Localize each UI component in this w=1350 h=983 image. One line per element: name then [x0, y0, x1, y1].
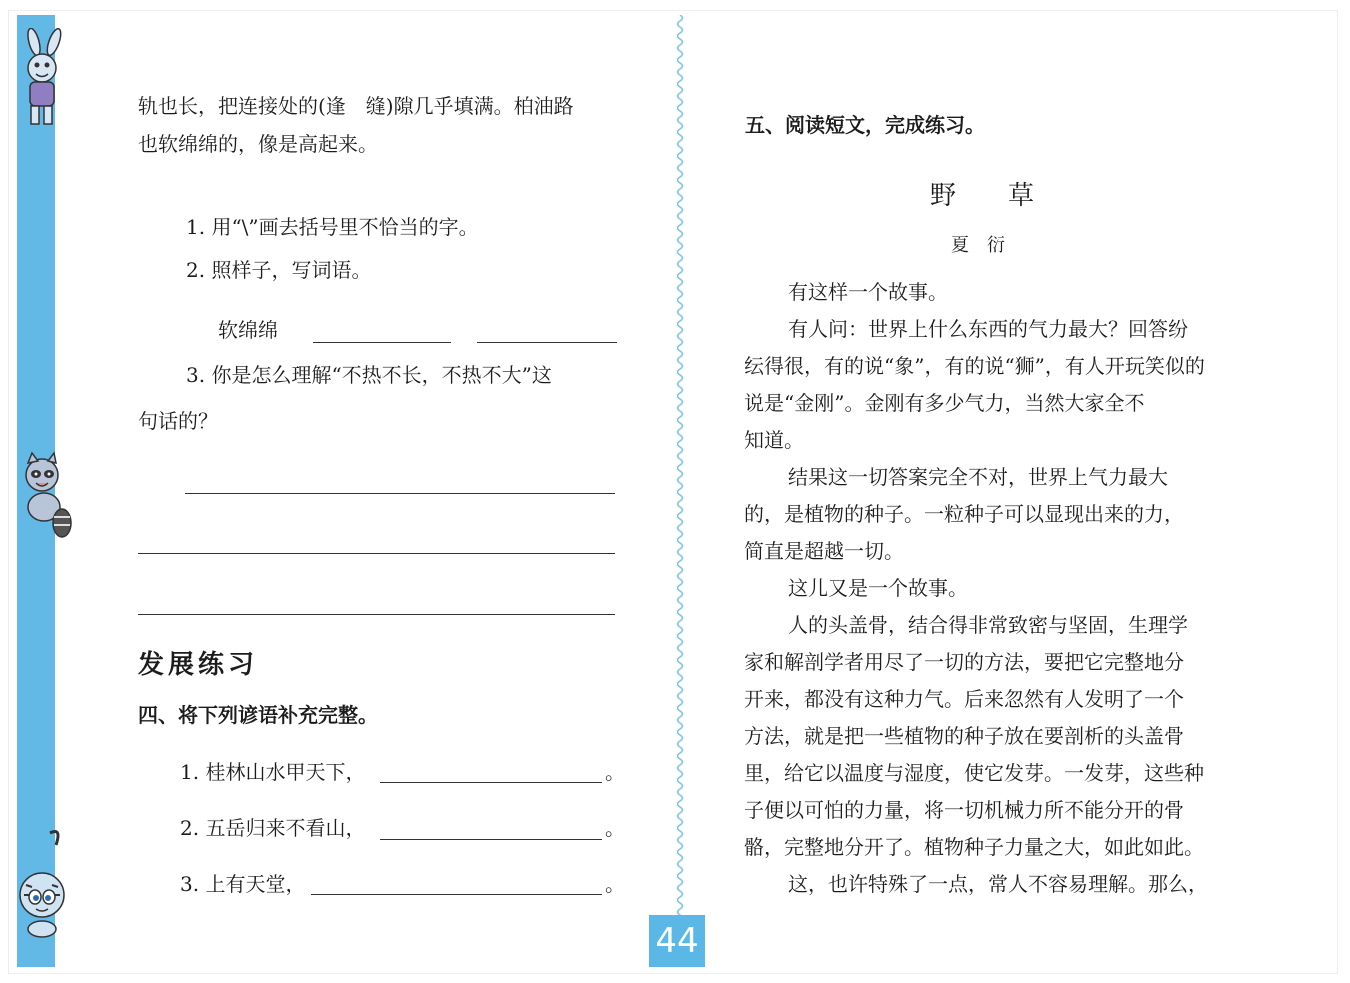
article-line: 有这样一个故事。: [788, 280, 948, 304]
proverb-3-end: 。: [605, 872, 625, 896]
article-line: 的，是植物的种子。一粒种子可以显现出来的力，: [744, 502, 1184, 526]
question-3-line-1: 3. 你是怎么理解“不热不长，不热不大”这: [186, 363, 552, 387]
article-line: 说是“金刚”。金刚有多少气力，当然大家全不: [744, 391, 1145, 415]
article-line: 家和解剖学者用尽了一切的方法，要把它完整地分: [744, 650, 1184, 674]
article-line: 简直是超越一切。: [744, 539, 904, 563]
answer-line-3[interactable]: [138, 614, 615, 615]
question-2: 2. 照样子，写词语。: [186, 258, 372, 282]
proverb-2-end: 。: [605, 816, 625, 840]
answer-line-1[interactable]: [185, 493, 615, 494]
section-title-development: 发展练习: [138, 650, 259, 680]
article-line: 人的头盖骨，结合得非常致密与坚固，生理学: [788, 613, 1188, 637]
article-author: 夏 衍: [951, 235, 1005, 256]
article-line: 有人问：世界上什么东西的气力最大？回答纷: [788, 317, 1188, 341]
article-line: 子便以可怕的力量，将一切机械力所不能分开的骨: [744, 798, 1184, 822]
article-line: 开来，都没有这种力气。后来忽然有人发明了一个: [744, 687, 1184, 711]
article-line: 这，也许特殊了一点，常人不容易理解。那么，: [788, 872, 1208, 896]
example-word: 软绵绵: [218, 318, 278, 342]
tiger-mascot-icon: [12, 825, 82, 940]
intro-line-2: 也软绵绵的，像是高起来。: [138, 132, 378, 156]
article-line: 骼，完整地分开了。植物种子力量之大，如此如此。: [744, 835, 1204, 859]
article-line: 方法，就是把一些植物的种子放在要剖析的头盖骨: [744, 724, 1184, 748]
article-title: 野 草: [930, 181, 1035, 211]
question-1: 1. 用“\”画去括号里不恰当的字。: [186, 215, 479, 239]
article-line: 结果这一切答案完全不对，世界上气力最大: [788, 465, 1168, 489]
rabbit-mascot-icon: [12, 28, 82, 128]
answer-blank-2[interactable]: [477, 342, 617, 343]
article-line: 知道。: [744, 428, 804, 452]
raccoon-mascot-icon: [12, 445, 82, 545]
proverb-2-blank[interactable]: [380, 839, 602, 840]
page-number-badge: 44: [649, 915, 705, 967]
proverb-1-prefix: 1. 桂林山水甲天下，: [180, 760, 366, 784]
article-line: 里，给它以温度与湿度，使它发芽。一发芽，这些种: [744, 761, 1204, 785]
section-5-title: 五、阅读短文，完成练习。: [745, 113, 985, 137]
proverb-3-prefix: 3. 上有天堂，: [180, 872, 306, 896]
article-line: 纭得很，有的说“象”，有的说“狮”，有人开玩笑似的: [744, 354, 1205, 378]
proverb-3-blank[interactable]: [311, 894, 602, 895]
question-3-line-2: 句话的？: [138, 409, 218, 433]
page-divider: [674, 15, 686, 950]
answer-blank-1[interactable]: [313, 342, 451, 343]
proverb-2-prefix: 2. 五岳归来不看山，: [180, 816, 366, 840]
article-line: 这儿又是一个故事。: [788, 576, 968, 600]
section-4-title: 四、将下列谚语补充完整。: [138, 703, 378, 727]
proverb-1-blank[interactable]: [380, 782, 602, 783]
proverb-1-end: 。: [605, 760, 625, 784]
intro-line-1: 轨也长，把连接处的(逢 缝)隙几乎填满。柏油路: [138, 94, 574, 118]
answer-line-2[interactable]: [138, 553, 615, 554]
